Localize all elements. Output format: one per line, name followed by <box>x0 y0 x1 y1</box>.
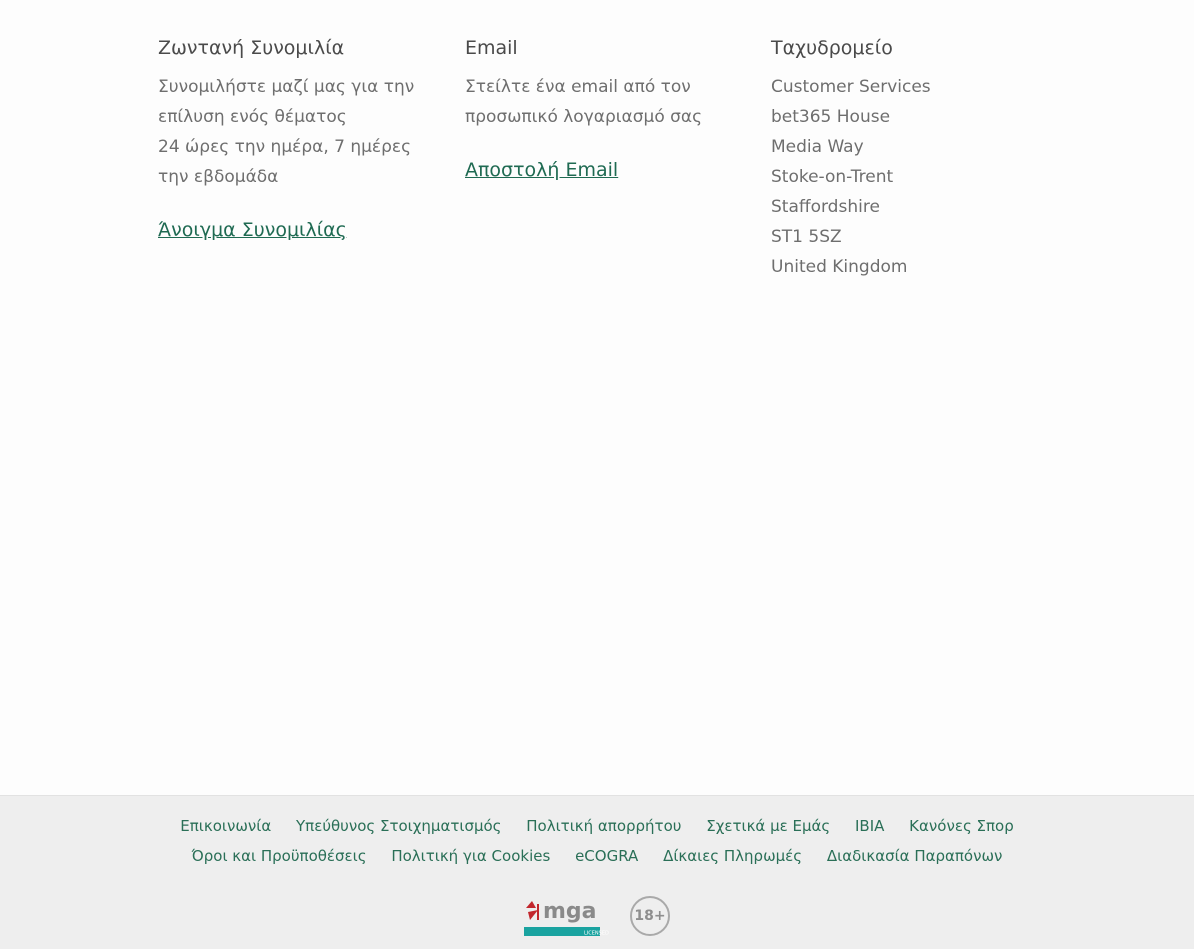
footer-link-ecogra[interactable]: eCOGRA <box>575 847 639 865</box>
live-chat-column <box>158 36 438 242</box>
age-restriction-badge: 18+ <box>630 896 670 936</box>
live-chat-line: 24 ώρες την ημέρα, 7 ημέρες <box>158 137 412 157</box>
email-description <box>465 72 745 132</box>
footer-link-sports-rules[interactable]: Κανόνες Σπορ <box>909 817 1014 835</box>
live-chat-title: Ζωντανή Συνομιλία <box>158 37 345 59</box>
address-line: Media Way <box>771 137 864 157</box>
email-line: προσωπικό λογαριασμό σας <box>465 107 703 127</box>
post-column <box>771 36 1051 282</box>
post-title: Ταχυδρομείο <box>771 37 893 59</box>
footer-link-about-us[interactable]: Σχετικά με Εμάς <box>706 817 831 835</box>
address-line: Stoke-on-Trent <box>771 167 894 187</box>
mga-sub-text: LICENSED <box>584 930 609 937</box>
footer-link-complaints[interactable]: Διαδικασία Παραπόνων <box>826 847 1003 865</box>
live-chat-line: επίλυση ενός θέματος <box>158 107 347 127</box>
mga-logo[interactable] <box>524 896 609 937</box>
footer-links-row-2 <box>0 846 1194 866</box>
live-chat-line: Συνομιλήστε μαζί μας για την <box>158 77 415 97</box>
footer-link-privacy-policy[interactable]: Πολιτική απορρήτου <box>526 817 682 835</box>
footer-link-terms[interactable]: Όροι και Προϋποθέσεις <box>191 847 367 865</box>
mga-logo-icon <box>524 896 609 937</box>
address-line: ST1 5SZ <box>771 227 842 247</box>
email-title: Email <box>465 37 518 59</box>
footer-link-fair-payments[interactable]: Δίκαιες Πληρωμές <box>663 847 803 865</box>
address-line: bet365 House <box>771 107 891 127</box>
footer-link-ibia[interactable]: IBIA <box>854 817 885 835</box>
footer-links-row-1 <box>0 816 1194 836</box>
address-line: United Kingdom <box>771 257 908 277</box>
footer-link-cookies-policy[interactable]: Πολιτική για Cookies <box>391 847 551 865</box>
postal-address <box>771 72 1051 282</box>
live-chat-line: την εβδομάδα <box>158 167 279 187</box>
site-footer <box>0 795 1194 949</box>
open-chat-link[interactable]: Άνοιγμα Συνομιλίας <box>158 219 347 241</box>
live-chat-description <box>158 72 438 192</box>
address-line: Customer Services <box>771 77 931 97</box>
send-email-link[interactable]: Αποστολή Email <box>465 159 619 181</box>
address-line: Staffordshire <box>771 197 880 217</box>
email-column <box>465 36 745 182</box>
email-line: Στείλτε ένα email από τον <box>465 77 691 97</box>
footer-link-responsible-gambling[interactable]: Υπεύθυνος Στοιχηματισμός <box>296 817 502 835</box>
footer-badges <box>0 896 1194 936</box>
mga-logo-text: mga <box>543 899 597 924</box>
footer-link-contact[interactable]: Επικοινωνία <box>180 817 272 835</box>
